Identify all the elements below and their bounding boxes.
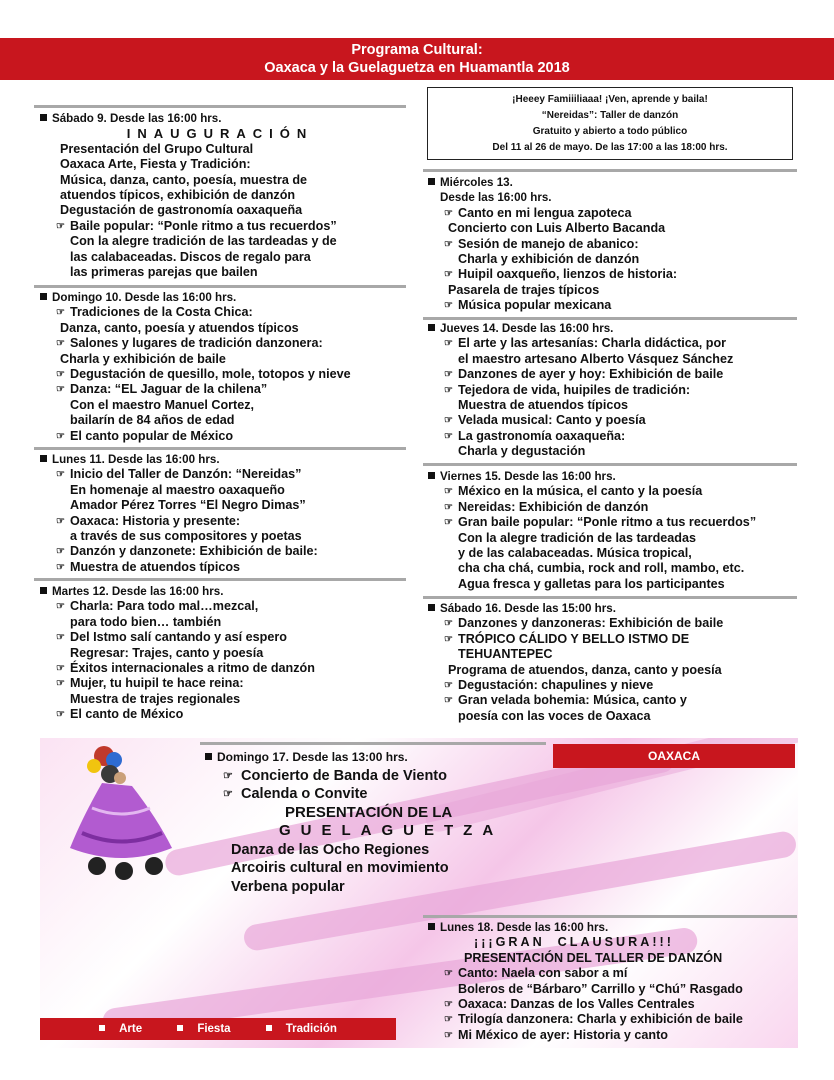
section-domingo-10: Domingo 10. Desde las 16:00 hrs. ☞ Tradiciones de la Costa Chica: Danza, canto, poesía y atuendos típicos ☞ Salones y lugares de tradición danzonera: Charla y exhibición de baile ☞ Degustación de quesillo, mole, totopos y nieve ☞ Danza: “EL Jaguar de la chilena” Con el maestro Manuel Cortez, bailarín de 84 años de edad ☞ El canto popular de México (40, 290, 351, 444)
oaxaca-label: OAXACA (553, 744, 795, 768)
square-bullet-icon (205, 753, 212, 760)
pointing-hand-icon: ☞ (444, 384, 453, 396)
rule-lunes11 (34, 447, 406, 450)
list-item: ☞ Degustación: chapulines y nieve (444, 678, 654, 693)
section-domingo-17: Domingo 17. Desde las 13:00 hrs. ☞ Concierto de Banda de Viento ☞ Calenda o Convite PRESENTACIÓN DE LA GUELAGUETZA Danza de las Ocho Regiones Arcoiris cultural en movimiento Verbena popular (205, 748, 503, 896)
pointing-hand-icon: ☞ (56, 430, 65, 442)
pointing-hand-icon: ☞ (56, 469, 65, 481)
section-viernes-15: Viernes 15. Desde las 16:00 hrs. ☞ México en la música, el canto y la poesía ☞ Nereidas: Exhibición de danzón ☞ Gran baile popular: “Ponle ritmo a tus recuerdos” Con la alegre tradición de las tardeadas y de las calabaceadas. Música tropical, cha cha chá, cumbia, rock and roll, mambo, etc. Agua fresca y galletas para los participantes (428, 469, 756, 592)
pointing-hand-icon: ☞ (223, 769, 233, 782)
pointing-hand-icon: ☞ (444, 695, 453, 707)
pointing-hand-icon: ☞ (444, 1014, 453, 1026)
list-item: ☞ México en la música, el canto y la poesía (444, 484, 703, 499)
guelaguetza-title: GUELAGUETZA (279, 822, 504, 839)
list-item: ☞ Baile popular: “Ponle ritmo a tus recuerdos” (56, 218, 337, 233)
section-miercoles-13: Miércoles 13. Desde las 16:00 hrs. ☞ Canto en mi lengua zapoteca Concierto con Luis Alberto Bacanda ☞ Sesión de manejo de abanico: Charla y exhibición de danzón ☞ Huipil oaxqueño, lienzos de historia: Pasarela de trajes típicos ☞ Música popular mexicana (428, 175, 677, 314)
pointing-hand-icon: ☞ (444, 369, 453, 381)
pointing-hand-icon: ☞ (56, 338, 65, 350)
section-sabado-9: Sábado 9. Desde las 16:00 hrs. INAUGURACIÓN Presentación del Grupo Cultural Oaxaca Arte, Fiesta y Tradición: Música, danza, canto, poesía, muestra de atuendos típicos, exhibición de danzón Degustación de gastronomía oaxaqueña ☞ Baile popular: “Ponle ritmo a tus recuerdos” Con la alegre tradición de las tardeadas y de las calabaceadas. Discos de regalo para las primeras parejas que bailen (40, 111, 400, 280)
inauguracion-title: INAUGURACIÓN (126, 126, 314, 142)
rule-martes12 (34, 578, 406, 581)
list-item: ☞ Danzones de ayer y hoy: Exhibición de baile (444, 367, 724, 382)
pointing-hand-icon: ☞ (56, 220, 65, 232)
title-bar (0, 38, 834, 80)
square-bullet-icon (428, 923, 435, 930)
square-bullet-icon (428, 178, 435, 185)
square-bullet-icon (428, 324, 435, 331)
list-item: ☞ Mujer, tu huipil te hace reina: (56, 676, 244, 691)
pointing-hand-icon: ☞ (56, 307, 65, 319)
pointing-hand-icon: ☞ (223, 788, 233, 800)
section-lunes-11: Lunes 11. Desde las 16:00 hrs. ☞ Inicio del Taller de Danzón: “Nereidas” En homenaje al maestro oaxaqueño Amador Pérez Torres “El Negro Dimas” ☞ Oaxaca: Historia y presente: a través de sus compositores y poetas ☞ Danzón y danzonete: Exhibición de baile: ☞ Muestra de atuendos típicos (40, 452, 318, 575)
title-line-2: Oaxaca y la Guelaguetza en Huamantla 2018 (264, 60, 570, 76)
list-item: ☞ Mi México de ayer: Historia y canto (444, 1027, 668, 1042)
list-item: ☞ Salones y lugares de tradición danzonera: (56, 336, 323, 351)
taller-title: PRESENTACIÓN DEL TALLER DE DANZÓN (464, 950, 723, 965)
list-item: ☞ El arte y las artesanías: Charla didáctica, por (444, 336, 727, 351)
list-item: ☞ Gran velada bohemia: Música, canto y (444, 693, 687, 708)
list-item: ☞ Velada musical: Canto y poesía (444, 413, 646, 428)
list-item: ☞ Nereidas: Exhibición de danzón (444, 499, 649, 514)
pointing-hand-icon: ☞ (56, 663, 65, 675)
section-jueves-14: Jueves 14. Desde las 16:00 hrs. ☞ El arte y las artesanías: Charla didáctica, por el maestro artesano Alberto Vásquez Sánchez ☞ Danzones de ayer y hoy: Exhibición de baile ☞ Tejedora de vida, huipiles de tradición: Muestra de atuendos típicos ☞ Velada musical: Canto y poesía ☞ La gastronomía oaxaqueña: Charla y degustación (428, 321, 733, 460)
rule-lunes18 (423, 915, 797, 918)
square-bullet-icon (40, 293, 47, 300)
pointing-hand-icon: ☞ (444, 338, 453, 350)
list-item: ☞ El canto popular de México (56, 428, 234, 443)
square-bullet-icon (99, 1025, 105, 1031)
title-line-1: Programa Cultural: (351, 42, 483, 58)
pointing-hand-icon: ☞ (444, 618, 453, 630)
list-item: ☞ Oaxaca: Danzas de los Valles Centrales (444, 997, 695, 1012)
pointing-hand-icon: ☞ (56, 709, 65, 721)
pointing-hand-icon: ☞ (56, 546, 65, 558)
square-bullet-icon (40, 587, 47, 594)
rule-domingo17 (200, 742, 546, 745)
square-bullet-icon (266, 1025, 272, 1031)
dancer-illustration (62, 738, 192, 888)
list-item: ☞ Danza: “EL Jaguar de la chilena” (56, 382, 268, 397)
square-bullet-icon (40, 114, 47, 121)
rule-domingo10 (34, 285, 406, 288)
list-item: ☞ Oaxaca: Historia y presente: (56, 513, 241, 528)
taller-box: ¡Heeey Famiiiliaaa! ¡Ven, aprende y baila! “Nereidas”: Taller de danzón Gratuito y abierto a todo público Del 11 al 26 de mayo. De las 17:00 a las 18:00 hrs. (427, 87, 793, 160)
rule-sabado16 (423, 596, 797, 599)
list-item: ☞ Danzones y danzoneras: Exhibición de baile (444, 616, 724, 631)
pointing-hand-icon: ☞ (56, 561, 65, 573)
list-item: ☞ Tradiciones de la Costa Chica: (56, 305, 253, 320)
gran-clausura-title: ¡¡¡GRAN CLAUSURA!!! (474, 935, 674, 950)
square-bullet-icon (428, 604, 435, 611)
list-item: ☞ Canto en mi lengua zapoteca (444, 205, 632, 220)
list-item: ☞ Música popular mexicana (444, 298, 612, 313)
pointing-hand-icon: ☞ (444, 1029, 453, 1041)
footer-bar: Arte Fiesta Tradición (40, 1018, 396, 1040)
pointing-hand-icon: ☞ (444, 999, 453, 1011)
pointing-hand-icon: ☞ (444, 517, 453, 529)
pointing-hand-icon: ☞ (444, 680, 453, 692)
square-bullet-icon (40, 455, 47, 462)
pointing-hand-icon: ☞ (444, 968, 453, 980)
square-bullet-icon (428, 472, 435, 479)
pointing-hand-icon: ☞ (444, 501, 453, 513)
pointing-hand-icon: ☞ (56, 384, 65, 396)
list-item: ☞ TRÓPICO CÁLIDO Y BELLO ISTMO DE (444, 631, 690, 646)
list-item: ☞ Inicio del Taller de Danzón: “Nereidas” (56, 467, 302, 482)
list-item: ☞ Trilogía danzonera: Charla y exhibición de baile (444, 1012, 743, 1027)
list-item: ☞ Danzón y danzonete: Exhibición de baile: (56, 544, 318, 559)
rule-viernes15 (423, 463, 797, 466)
rule-jueves14 (423, 317, 797, 320)
list-item: ☞ Huipil oaxqueño, lienzos de historia: (444, 267, 678, 282)
rule-sabado9 (34, 105, 406, 108)
list-item: ☞ El canto de México (56, 707, 184, 722)
pointing-hand-icon: ☞ (444, 269, 453, 281)
square-bullet-icon (177, 1025, 183, 1031)
list-item: ☞ Concierto de Banda de Viento (223, 767, 447, 784)
section-lunes-18: Lunes 18. Desde las 16:00 hrs. ¡¡¡GRAN CLAUSURA!!! PRESENTACIÓN DEL TALLER DE DANZÓN ☞ Canto: Naela con sabor a mí Boleros de “Bárbaro” Carrillo y “Chú” Rasgado ☞ Oaxaca: Danzas de los Valles Centrales ☞ Trilogía danzonera: Charla y exhibición de baile ☞ Mi México de ayer: Historia y canto (428, 920, 743, 1043)
list-item: ☞ Del Istmo salí cantando y así espero (56, 630, 287, 645)
pointing-hand-icon: ☞ (444, 486, 453, 498)
section-martes-12: Martes 12. Desde las 16:00 hrs. ☞ Charla: Para todo mal…mezcal, para todo bien… también ☞ Del Istmo salí cantando y así espero Regresar: Trajes, canto y poesía ☞ Éxitos internacionales a ritmo de danzón ☞ Mujer, tu huipil te hace reina: Muestra de trajes regionales ☞ El canto de México (40, 584, 315, 723)
rule-miercoles13 (423, 169, 797, 172)
pointing-hand-icon: ☞ (56, 632, 65, 644)
pointing-hand-icon: ☞ (56, 515, 65, 527)
list-item: ☞ Degustación de quesillo, mole, totopos y nieve (56, 367, 351, 382)
presentacion-title: PRESENTACIÓN DE LA (285, 803, 453, 821)
pointing-hand-icon: ☞ (444, 238, 453, 250)
section-sabado-16: Sábado 16. Desde las 15:00 hrs. ☞ Danzones y danzoneras: Exhibición de baile ☞ TRÓPICO CÁLIDO Y BELLO ISTMO DE TEHUANTEPEC Programa de atuendos, danza, canto y poesía ☞ Degustación: chapulines y nieve ☞ Gran velada bohemia: Música, canto y poesía con las voces de Oaxaca (428, 601, 723, 724)
list-item: ☞ Tejedora de vida, huipiles de tradición: (444, 382, 691, 397)
list-item: ☞ Muestra de atuendos típicos (56, 559, 241, 574)
pointing-hand-icon: ☞ (56, 601, 65, 613)
pointing-hand-icon: ☞ (56, 678, 65, 690)
list-item: ☞ Canto: Naela con sabor a mí (444, 966, 628, 981)
pointing-hand-icon: ☞ (444, 300, 453, 312)
pointing-hand-icon: ☞ (444, 415, 453, 427)
list-item: ☞ Charla: Para todo mal…mezcal, (56, 599, 259, 614)
list-item: ☞ Gran baile popular: “Ponle ritmo a tus recuerdos” (444, 515, 757, 530)
pointing-hand-icon: ☞ (444, 633, 453, 645)
pointing-hand-icon: ☞ (444, 430, 453, 442)
pointing-hand-icon: ☞ (444, 207, 453, 219)
list-item: ☞ Sesión de manejo de abanico: (444, 236, 639, 251)
list-item: ☞ Éxitos internacionales a ritmo de danzón (56, 661, 315, 676)
pointing-hand-icon: ☞ (56, 369, 65, 381)
list-item: ☞ Calenda o Convite (223, 786, 368, 802)
list-item: ☞ La gastronomía oaxaqueña: (444, 428, 626, 443)
